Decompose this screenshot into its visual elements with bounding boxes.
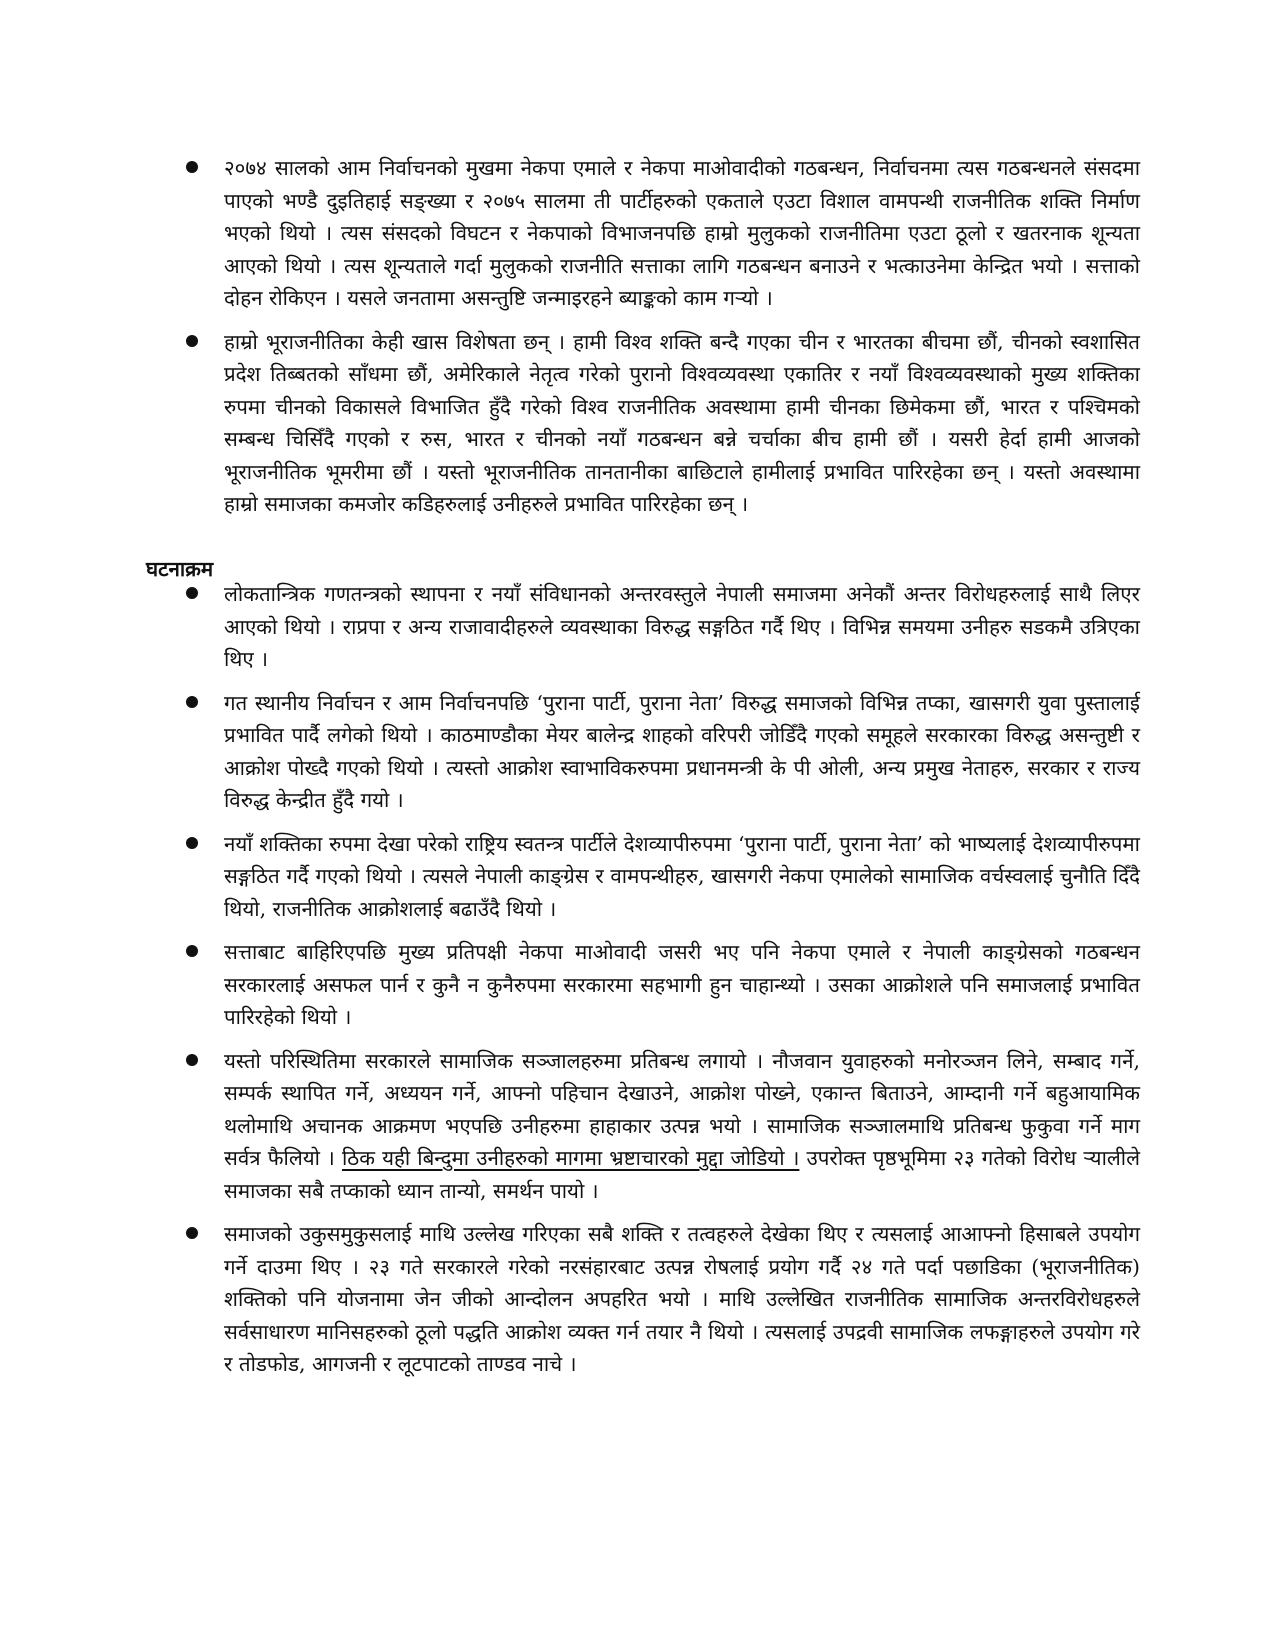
- context-bullet-list: [150, 152, 1140, 521]
- list-item: [150, 326, 1140, 521]
- list-item: [150, 152, 1140, 315]
- bullet-icon: [186, 1054, 198, 1066]
- list-item: [150, 1218, 1140, 1381]
- paragraph-text: गत स्थानीय निर्वाचन र आम निर्वाचनपछि ‘पुराना पार्टी, पुराना नेता’ विरुद्ध समाजको विभिन्न तप्का, खासगरी युवा पुस्तालाई प्रभावित पार्दै लगेको थियो । काठमाण्डौका मेयर बालेन्द्र शाहको वरिपरी जोडिँदै गएको समूहले सरकारका विरुद्ध असन्तुष्टी र आक्रोश पोख्दै गएको थियो । त्यस्तो आक्रोश स्वाभाविकरुपमा प्रधानमन्त्री के पी ओली, अन्य प्रमुख नेताहरु, सरकार र राज्य विरुद्ध केन्द्रीत हुँदै गयो ।: [224, 690, 1140, 812]
- paragraph-text: सत्ताबाट बाहिरिएपछि मुख्य प्रतिपक्षी नेकपा माओवादी जसरी भए पनि नेकपा एमाले र नेपाली काङ्ग्रेसको गठबन्धन सरकारलाई असफल पार्न र कुनै न कुनैरुपमा सरकारमा सहभागी हुन चाहान्थ्यो । उसका आक्रोशले पनि समाजलाई प्रभावित पारिरहेको थियो ।: [224, 940, 1140, 1029]
- list-item: [150, 1045, 1140, 1208]
- paragraph-text: २०७४ सालको आम निर्वाचनको मुखमा नेकपा एमाले र नेकपा माओवादीको गठबन्धन, निर्वाचनमा त्यस गठबन्धनले संसदमा पाएको भण्डै दुइतिहाई सङ्ख्या र २०७५ सालमा ती पार्टीहरुको एकताले एउटा विशाल वामपन्थी राजनीतिक शक्ति निर्माण भएको थियो । त्यस संसदको विघटन र नेकपाको विभाजनपछि हाम्रो मुलुकको राजनीतिमा एउटा ठूलो र खतरनाक शून्यता आएको थियो । त्यस शून्यताले गर्दा मुलुकको राजनीति सत्ताका लागि गठबन्धन बनाउने र भत्काउनेमा केन्द्रित भयो । सत्ताको दोहन रोकिएन । यसले जनतामा असन्तुष्टि जन्माइरहने ब्याङ्कको काम गर्‍यो ।: [224, 156, 1140, 310]
- list-item: [150, 687, 1140, 817]
- paragraph-text: लोकतान्त्रिक गणतन्त्रको स्थापना र नयाँ संविधानको अन्तरवस्तुले नेपाली समाजमा अनेकौं अन्तर विरोधहरुलाई साथै लिएर आएको थियो । राप्रपा र अन्य राजावादीहरुले व्यवस्थाका विरुद्ध सङ्गठित गर्दै थिए । विभिन्न समयमा उनीहरु सडकमै उत्रिएका थिए ।: [224, 582, 1140, 671]
- events-bullet-list: [150, 578, 1140, 1381]
- paragraph-text: उपरोक्त पृष्ठभूमिमा २३ गतेको विरोध र्‍यालीले समाजका सबै तप्काको ध्यान तान्यो, समर्थन पायो ।: [224, 1146, 1140, 1203]
- bullet-icon: [186, 945, 198, 957]
- bullet-icon: [186, 1227, 198, 1239]
- bullet-icon: [186, 837, 198, 849]
- bullet-icon: [186, 587, 198, 599]
- section-heading: घटनाक्रम: [146, 557, 214, 581]
- paragraph-text: नयाँ शक्तिका रुपमा देखा परेको राष्ट्रिय स्वतन्त्र पार्टीले देशव्यापीरुपमा ‘पुराना पार्टी, पुराना नेता’ को भाष्यलाई देशव्यापीरुपमा सङ्गठित गर्दै गएको थियो । त्यसले नेपाली काङ्ग्रेस र वामपन्थीहरु, खासगरी नेकपा एमालेको सामाजिक वर्चस्वलाई चुनौति दिँदै थियो, राजनीतिक आक्रोशलाई बढाउँदै थियो ।: [224, 831, 1140, 921]
- underlined-text: ठिक यही बिन्दुमा उनीहरुको मागमा भ्रष्टाचारको मुद्दा जोडियो ।: [341, 1146, 800, 1170]
- bullet-icon: [186, 161, 198, 173]
- bullet-icon: [186, 335, 198, 347]
- list-item: [150, 828, 1140, 926]
- list-item: [150, 578, 1140, 676]
- list-item: [150, 936, 1140, 1034]
- bullet-icon: [186, 696, 198, 708]
- events-section: [150, 578, 1140, 1392]
- context-section: [150, 152, 1140, 532]
- paragraph-text: समाजको उकुसमुकुसलाई माथि उल्लेख गरिएका सबै शक्ति र तत्वहरुले देखेका थिए र त्यसलाई आआफ्नो हिसाबले उपयोग गर्ने दाउमा थिए । २३ गते सरकारले गरेको नरसंहारबाट उत्पन्न रोषलाई प्रयोग गर्दै २४ गते पर्दा पछाडिका (भूराजनीतिक) शक्तिको पनि योजनामा जेन जीको आन्दोलन अपहरित भयो । माथि उल्लेखित राजनीतिक सामाजिक अन्तरविरोधहरुले सर्वसाधारण मानिसहरुको ठूलो पद्धति आक्रोश व्यक्त गर्न तयार नै थियो । त्यसलाई उपद्रवी सामाजिक लफङ्गाहरुले उपयोग गरे र तोडफोड, आगजनी र लूटपाटको ताण्डव नाचे ।: [224, 1222, 1140, 1376]
- paragraph-text: हाम्रो भूराजनीतिका केही खास विशेषता छन् । हामी विश्व शक्ति बन्दै गएका चीन र भारतका बीचमा छौं, चीनको स्वशासित प्रदेश तिब्बतको साँधमा छौं, अमेरिकाले नेतृत्व गरेको पुरानो विश्वव्यवस्था एकातिर र नयाँ विश्वव्यवस्थाको मुख्य शक्तिका रुपमा चीनको विकासले विभाजित हुँदै गरेको विश्व राजनीतिक अवस्थामा हामी चीनका छिमेकमा छौं, भारत र पश्चिमको सम्बन्ध चिसिँदै गएको र रुस, भारत र चीनको नयाँ गठबन्धन बन्ने चर्चाका बीच हामी छौं । यसरी हेर्दा हामी आजको भूराजनीतिक भूमरीमा छौं । यस्तो भूराजनीतिक तानतानीका बाछिटाले हामीलाई प्रभावित पारिरहेका छन् । यस्तो अवस्थामा हाम्रो समाजका कमजोर कडिहरुलाई उनीहरुले प्रभावित पारिरहेका छन् ।: [224, 329, 1140, 516]
- paragraph-text: यस्तो परिस्थितिमा सरकारले सामाजिक सञ्जालहरुमा प्रतिबन्ध लगायो । नौजवान युवाहरुको मनोरञ्जन लिने, सम्बाद गर्ने, सम्पर्क स्थापित गर्ने, अध्ययन गर्ने, आफ्नो पहिचान देखाउने, आक्रोश पोख्ने, एकान्त बिताउने, आम्दानी गर्ने बहुआयामिक थलोमाथि अचानक आक्रमण भएपछि उनीहरुमा हाहाकार उत्पन्न भयो । सामाजिक सञ्जालमाथि प्रतिबन्ध फुकुवा गर्ने माग सर्वत्र फैलियो ।: [224, 1048, 1140, 1170]
